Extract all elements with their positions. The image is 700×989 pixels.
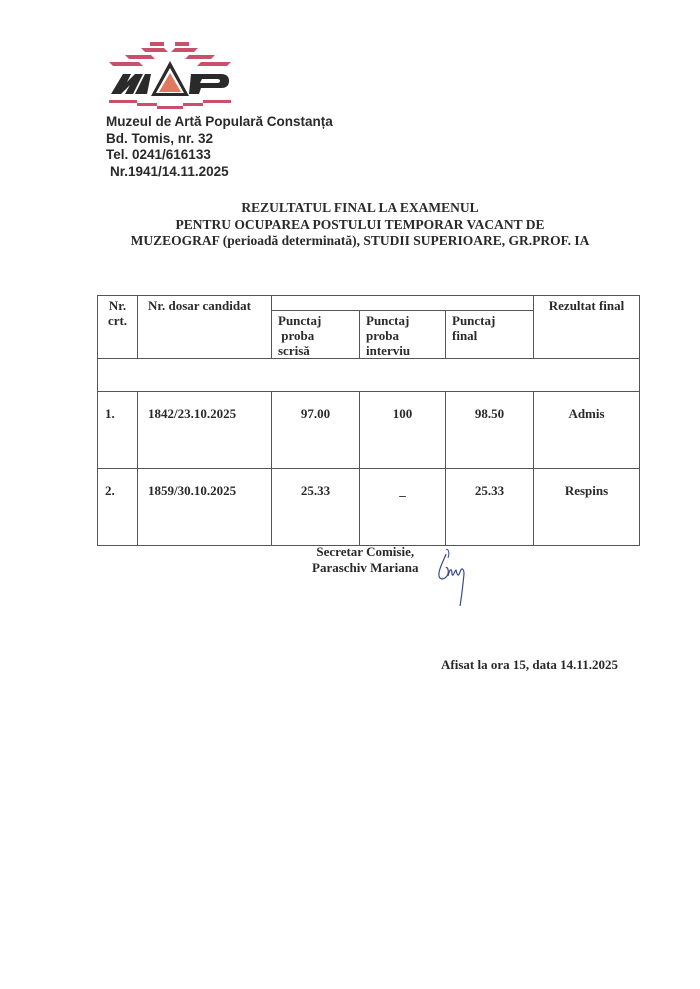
table-header-row — [98, 296, 640, 311]
handwritten-signature-icon — [432, 546, 477, 608]
cell-final: 98.50 — [446, 392, 534, 469]
table-empty-row — [98, 359, 640, 392]
header-interviu-line1: Punctaj — [366, 313, 410, 328]
cell-rezultat: Respins — [534, 469, 640, 546]
signatory-role: Secretar Comisie, — [316, 544, 415, 559]
org-address: Bd. Tomis, nr. 32 — [106, 130, 214, 146]
header-scris-line1: Punctaj — [278, 313, 322, 328]
org-name: Muzeul de Artă Populară Constanța — [106, 114, 333, 129]
header-punctaj-final — [446, 311, 534, 359]
header-punctaj-scris — [272, 311, 360, 359]
cell-interviu: 100 — [360, 392, 446, 469]
header-nr-crt — [98, 296, 138, 359]
title-line-3: MUZEOGRAF (perioadă determinată), STUDII SUPERIOARE, GR.PROF. IA — [130, 233, 590, 248]
signature-block — [312, 544, 419, 576]
results-table — [97, 295, 640, 546]
header-rezultat: Rezultat final — [534, 296, 640, 359]
cell-rezultat: Admis — [534, 392, 640, 469]
map-logo-icon — [105, 40, 235, 112]
header-scris-line3: scrisă — [278, 343, 310, 358]
museum-logo — [105, 40, 235, 112]
title-line-2: PENTRU OCUPAREA POSTULUI TEMPORAR VACANT DE — [175, 216, 545, 232]
cell-scris: 97.00 — [272, 392, 360, 469]
header-nr-line1: Nr. — [108, 298, 127, 313]
header-interviu-line3: interviu — [366, 343, 411, 358]
header-interviu-line2: proba — [366, 328, 399, 343]
document-title — [120, 200, 600, 250]
header-punctaj-group — [272, 296, 534, 311]
registration-number: Nr.1941/14.11.2025 — [110, 163, 229, 179]
header-nr-line2: crt. — [107, 313, 128, 328]
org-phone: Tel. 0241/616133 — [106, 147, 211, 162]
title-line-1: REZULTATUL FINAL LA EXAMENUL — [241, 200, 479, 215]
header-final-line2: final — [452, 328, 478, 343]
cell-interviu: _ — [360, 469, 446, 546]
cell-final: 25.33 — [446, 469, 534, 546]
header-punctaj-interviu — [360, 311, 446, 359]
header-scris-line2: proba — [278, 328, 315, 343]
header-final-line1: Punctaj — [452, 313, 496, 328]
cell-dosar: 1842/23.10.2025 — [138, 392, 272, 469]
cell-scris: 25.33 — [272, 469, 360, 546]
table-row — [98, 469, 640, 546]
signatory-name: Paraschiv Mariana — [312, 560, 419, 575]
organization-info — [106, 114, 333, 180]
posted-notice: Afisat la ora 15, data 14.11.2025 — [441, 657, 618, 672]
table-row — [98, 392, 640, 469]
cell-nr: 2. — [98, 469, 138, 546]
empty-cell — [98, 359, 640, 392]
cell-nr: 1. — [98, 392, 138, 469]
cell-dosar: 1859/30.10.2025 — [138, 469, 272, 546]
header-dosar: Nr. dosar candidat — [138, 296, 272, 359]
